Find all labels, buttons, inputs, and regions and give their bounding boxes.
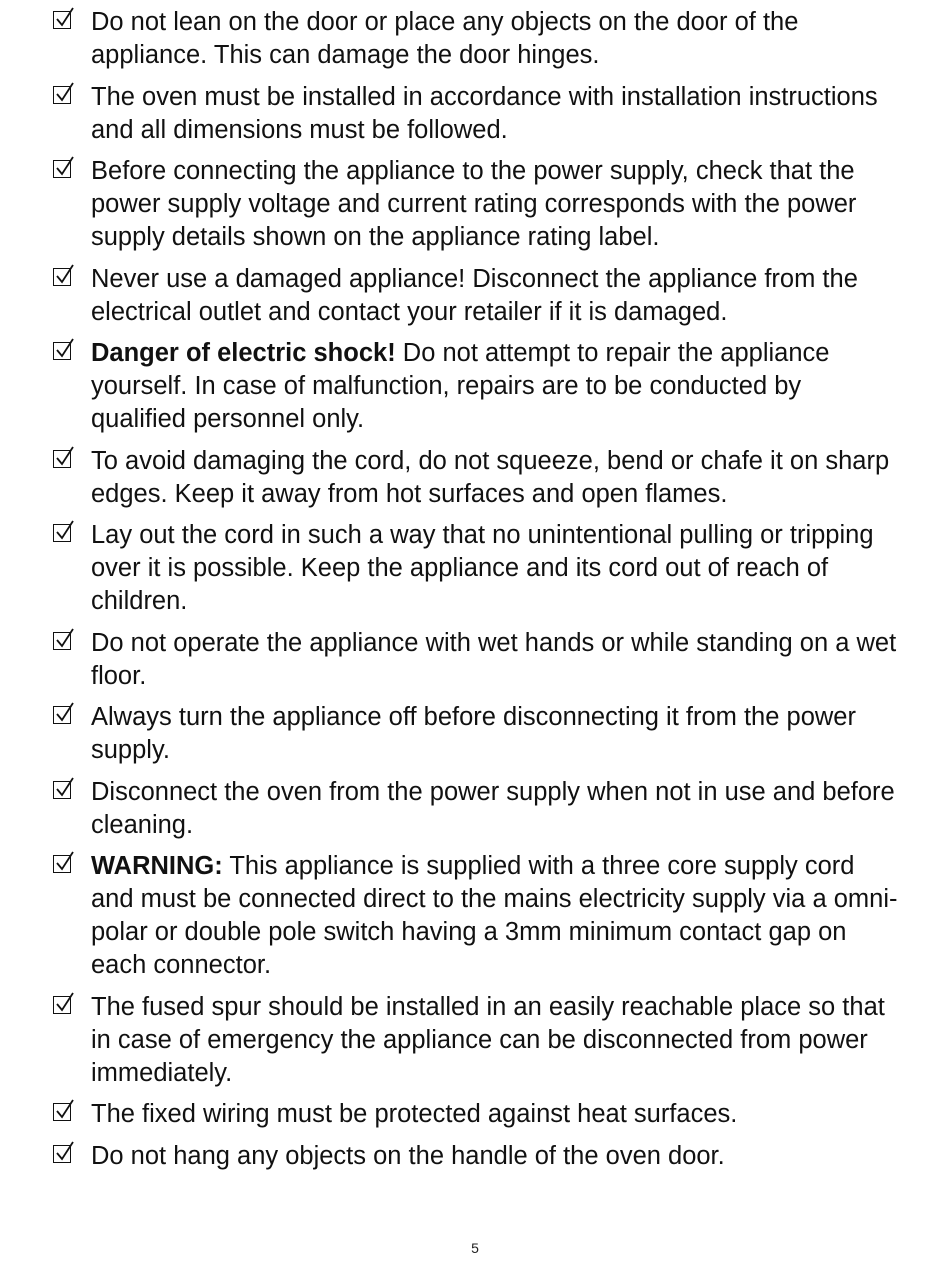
- item-text: Do not operate the appliance with wet hands or while standing on a wet floor.: [91, 628, 897, 690]
- list-item: [53, 337, 903, 436]
- checkbox-checked-icon: [53, 160, 71, 178]
- item-text: Do not hang any objects on the handle of the oven door.: [91, 1141, 725, 1170]
- item-text: Lay out the cord in such a way that no unintentional pulling or tripping over it is possible. Keep the appliance and its cord out of reach of children.: [91, 521, 874, 615]
- list-item: [53, 701, 903, 767]
- item-text: The fixed wiring must be protected against heat surfaces.: [91, 1100, 738, 1128]
- checkbox-checked-icon: [53, 1103, 71, 1121]
- item-text: To avoid damaging the cord, do not squeeze, bend or chafe it on sharp edges. Keep it away from hot surfaces and open flames.: [91, 446, 890, 508]
- list-item: [53, 776, 903, 842]
- list-item: [53, 6, 903, 72]
- checkbox-checked-icon: [53, 632, 71, 650]
- list-item: [53, 850, 903, 982]
- list-item: [53, 445, 903, 511]
- list-item: [53, 263, 903, 329]
- item-body: This appliance is supplied with a three core supply cord and must be connected direct to the mains electricity supply via a omni-polar or double pole switch having a 3mm minimum contact gap on each connector.: [91, 852, 898, 979]
- item-text: Always turn the appliance off before disconnecting it from the power supply.: [91, 703, 856, 764]
- item-text: The oven must be installed in accordance with installation instructions and all dimensions must be followed.: [91, 82, 878, 144]
- safety-instructions-list: [53, 6, 903, 1181]
- list-item: [53, 627, 903, 693]
- list-item: [53, 1140, 903, 1173]
- checkbox-checked-icon: [53, 342, 71, 360]
- checkbox-checked-icon: [53, 524, 71, 542]
- item-body: Do not attempt to repair the appliance yourself. In case of malfunction, repairs are to be conducted by qualified personnel only.: [91, 339, 830, 433]
- checkbox-checked-icon: [53, 706, 71, 724]
- list-item: [53, 155, 903, 254]
- checkbox-checked-icon: [53, 450, 71, 468]
- checkbox-checked-icon: [53, 268, 71, 286]
- item-text: Disconnect the oven from the power supply when not in use and before cleaning.: [91, 777, 895, 839]
- list-item: [53, 991, 903, 1090]
- item-text: Do not lean on the door or place any objects on the door of the appliance. This can damage the door hinges.: [91, 8, 799, 69]
- item-text: [91, 850, 903, 982]
- checkbox-checked-icon: [53, 11, 71, 29]
- warning-label: WARNING:: [91, 852, 223, 880]
- page-number: 5: [471, 1240, 479, 1256]
- list-item: [53, 81, 903, 147]
- checkbox-checked-icon: [53, 855, 71, 873]
- item-text: The fused spur should be installed in an easily reachable place so that in case of emergency the appliance can be disconnected from power immediately.: [91, 992, 885, 1087]
- list-item: [53, 519, 903, 618]
- item-text: Before connecting the appliance to the power supply, check that the power supply voltage and current rating corresponds with the power supply details shown on the appliance rating label.: [91, 157, 857, 251]
- checkbox-checked-icon: [53, 781, 71, 799]
- item-text: [91, 337, 903, 436]
- list-item: [53, 1098, 903, 1131]
- danger-label: Danger of electric shock!: [91, 339, 396, 367]
- item-text: Never use a damaged appliance! Disconnect the appliance from the electrical outlet and contact your retailer if it is damaged.: [91, 264, 858, 326]
- checkbox-checked-icon: [53, 1145, 71, 1163]
- checkbox-checked-icon: [53, 86, 71, 104]
- checkbox-checked-icon: [53, 996, 71, 1014]
